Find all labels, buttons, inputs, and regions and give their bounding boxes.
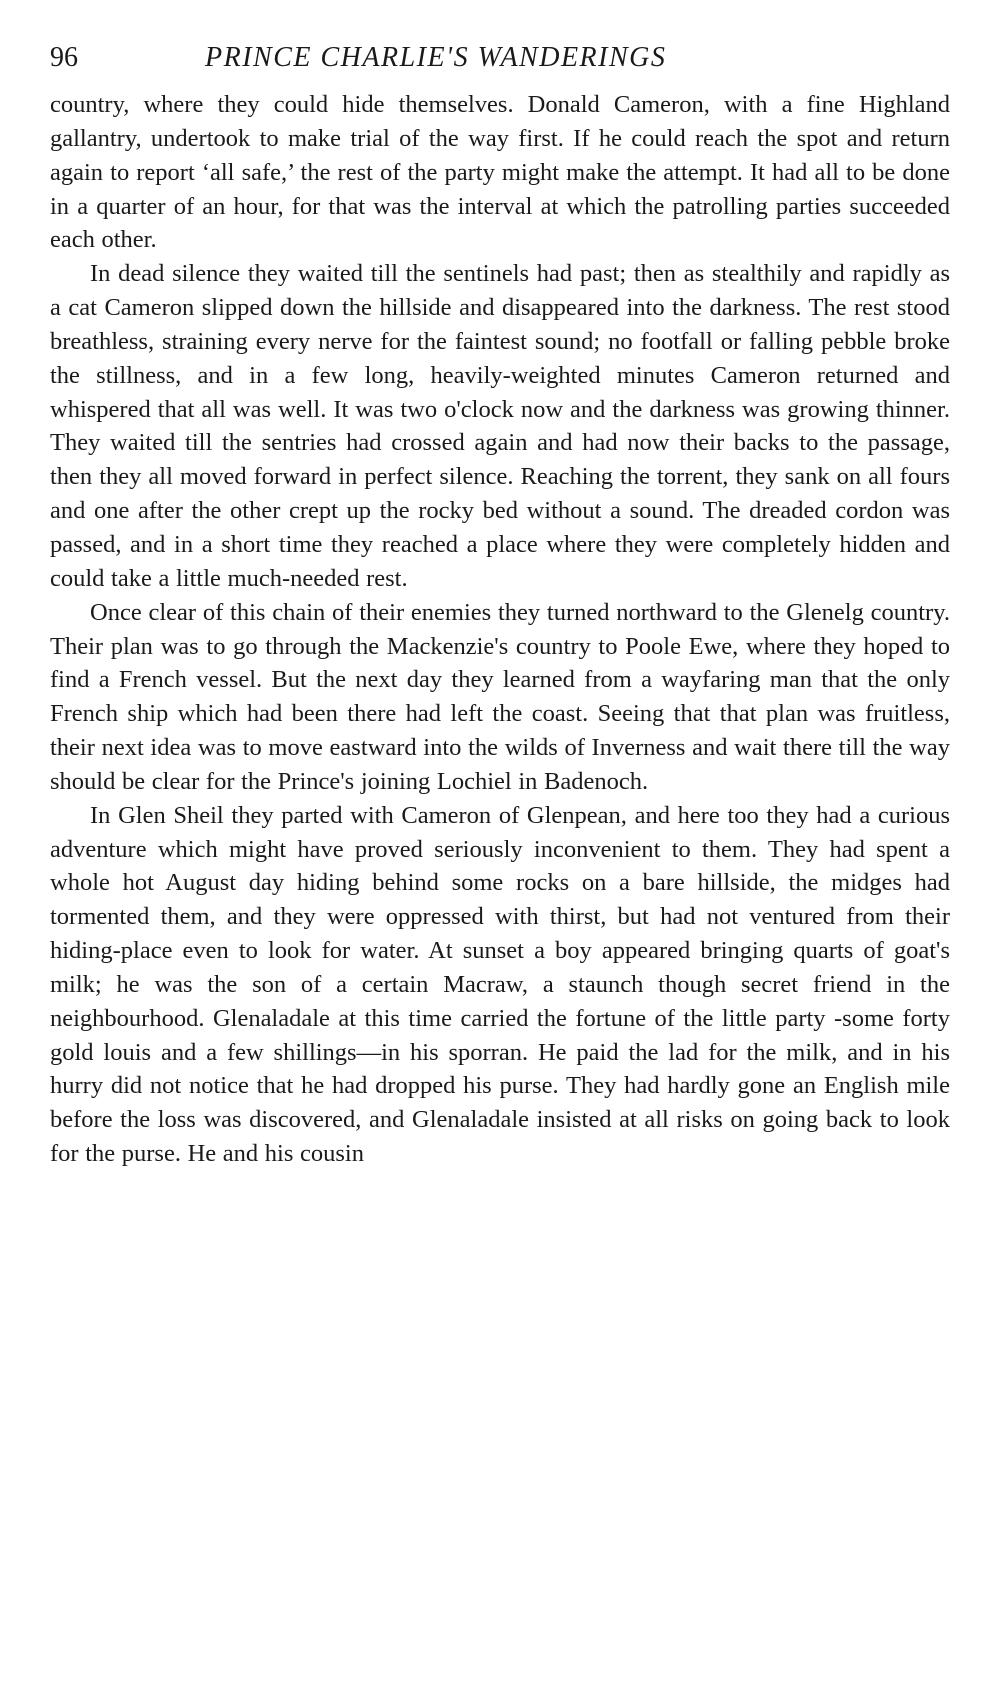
paragraph-northward: Once clear of this chain of their enemies they turned northward to the Glenelg country. Their plan was to go through the Mackenzie's country to Poole Ewe, where they hoped to find a French vessel. But the next day they learned from a wayfaring man that the only French ship which had been there had left the coast. Seeing that that plan was fruitless, their next idea was to move eastward into the wilds of Inverness and wait there till the way should be clear for the Prince's joining Lochiel in Badenoch. bbox=[50, 598, 950, 795]
running-head bbox=[50, 38, 950, 78]
body-text bbox=[50, 88, 950, 1171]
page-number: 96 bbox=[50, 42, 78, 73]
paragraph-crossing: In dead silence they waited till the sentinels had past; then as stealthily and rapidly as a cat Cameron slipped down the hillside and disappeared into the darkness. The rest stood breathless, straining every nerve for the faintest sound; no footfall or falling pebble broke the stillness, and in a few long, heavily-weighted minutes Cameron returned and whispered that all was well. It was two o'clock now and the darkness was growing thinner. They waited till the sentries had crossed again and had now their backs to the passage, then they all moved forward in perfect silence. Reaching the torrent, they sank on all fours and one after the other crept up the rocky bed without a sound. The dreaded cordon was passed, and in a short time they reached a place where they were completely hidden and could take a little much-needed rest. bbox=[50, 260, 950, 592]
book-page bbox=[50, 38, 950, 1171]
paragraph-glen-sheil: In Glen Sheil they parted with Cameron of Glenpean, and here too they had a curious adventure which might have proved seriously inconvenient to them. They had spent a whole hot August day hiding behind some rocks on a bare hillside, the midges had tormented them, and they were oppressed with thirst, but had not ventured from their hiding-place even to look for water. At sunset a boy appeared bringing quarts of goat's milk; he was the son of a certain Macraw, a staunch though secret friend in the neighbourhood. Glenaladale at this time carried the fortune of the little party -some forty gold louis and a few shillings—in his sporran. He paid the lad for the milk, and in his hurry did not notice that he had dropped his purse. They had hardly gone an English mile before the loss was discovered, and Glenaladale insisted at all risks on going back to look for the purse. He and his cousin bbox=[50, 801, 950, 1168]
running-title: PRINCE CHARLIE'S WANDERINGS bbox=[205, 42, 667, 73]
paragraph-continued: country, where they could hide themselves. Donald Cameron, with a fine Highland gallantry, undertook to make trial of the way first. If he could reach the spot and return again to report ‘all safe,’ the rest of the party might make the attempt. It had all to be done in a quarter of an hour, for that was the interval at which the patrolling parties succeeded each other. bbox=[50, 91, 950, 254]
